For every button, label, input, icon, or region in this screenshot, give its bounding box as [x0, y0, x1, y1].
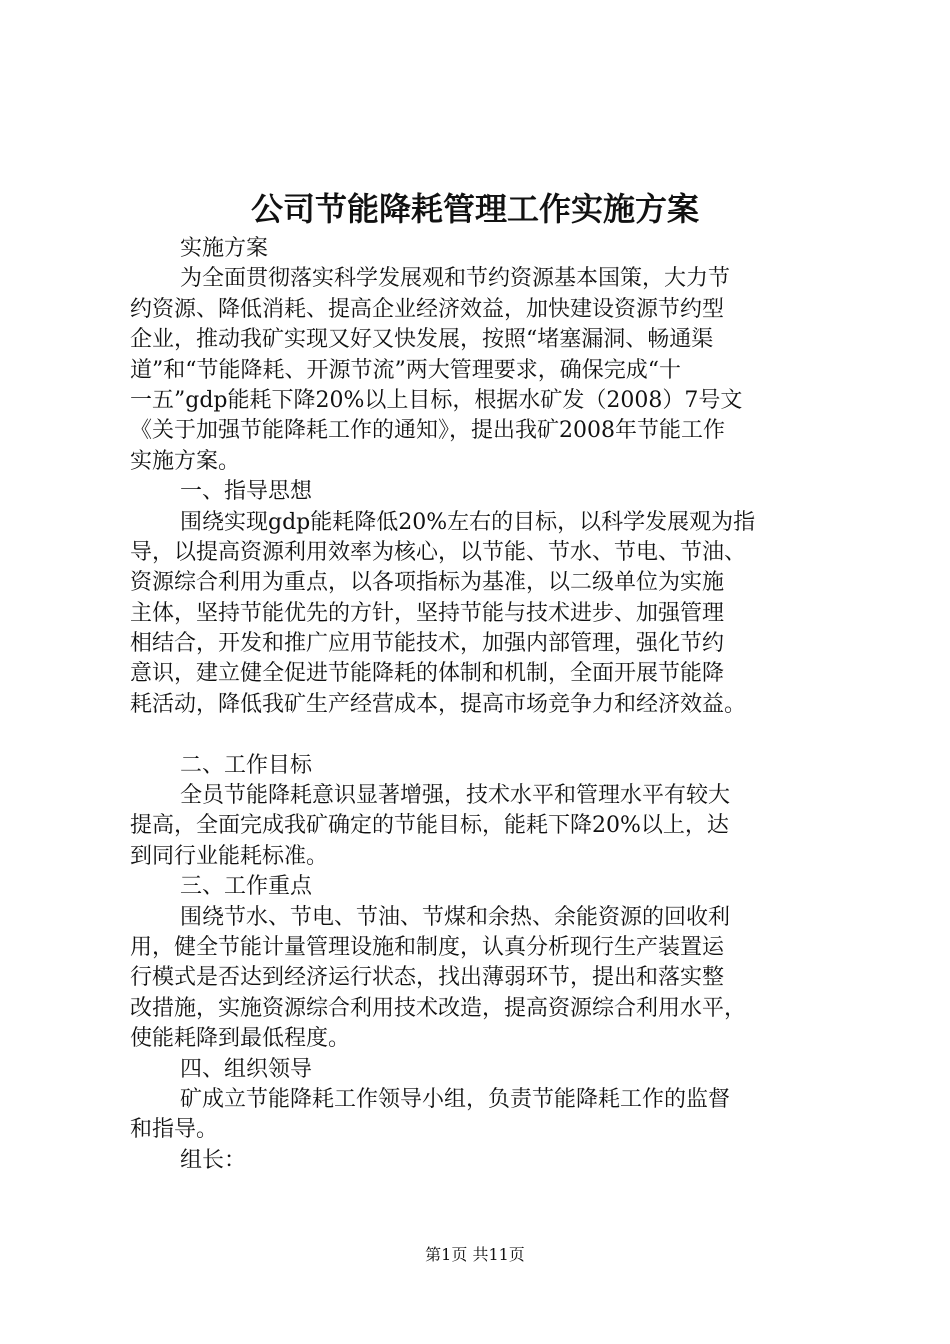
- paragraph-line: 约资源、降低消耗、提高企业经济效益，加快建设资源节约型: [130, 296, 725, 322]
- paragraph-line: 用，健全节能计量管理设施和制度，认真分析现行生产装置运: [130, 934, 725, 960]
- paragraph-line: 意识，建立健全促进节能降耗的体制和机制，全面开展节能降: [130, 661, 725, 687]
- document-body: [130, 234, 830, 1176]
- paragraph-line: 道”和“节能降耗、开源节流”两大管理要求，确保完成“十: [130, 357, 681, 383]
- paragraph-line: 和指导。: [130, 1117, 219, 1143]
- paragraph-line: 改措施，实施资源综合利用技术改造，提高资源综合利用水平，: [130, 995, 747, 1021]
- section-heading-implementation: 实施方案: [180, 236, 269, 261]
- document-title: 公司节能降耗管理工作实施方案: [250, 190, 699, 228]
- paragraph-line: 到同行业能耗标准。: [130, 843, 329, 869]
- paragraph-line: 矿成立节能降耗工作领导小组，负责节能降耗工作的监督: [180, 1086, 731, 1112]
- paragraph-line: 一五”gdp能耗下降20%以上目标，根据水矿发（2008）7号文: [130, 387, 743, 413]
- paragraph-line: 主体，坚持节能优先的方针，坚持节能与技术进步、加强管理: [130, 600, 725, 626]
- paragraph-line: 资源综合利用为重点，以各项指标为基准，以二级单位为实施: [130, 570, 725, 596]
- blank-line: [130, 720, 830, 750]
- paragraph-line: 耗活动，降低我矿生产经营成本，提高市场竞争力和经济效益。: [130, 691, 747, 717]
- paragraph-line: 全员节能降耗意识显著增强，技术水平和管理水平有较大: [180, 783, 731, 809]
- paragraph-line: 企业，推动我矿实现又好又快发展，按照“堵塞漏洞、畅通渠: [130, 327, 714, 353]
- paragraph-line: 行模式是否达到经济运行状态，找出薄弱环节，提出和落实整: [130, 965, 725, 991]
- paragraph-line: 提高，全面完成我矿确定的节能目标，能耗下降20%以上，达: [130, 813, 729, 839]
- section-heading-organization: 四、组织领导: [180, 1056, 313, 1082]
- section-heading-guiding-ideology: 一、指导思想: [180, 479, 313, 505]
- paragraph-line: 围绕实现gdp能耗降低20%左右的目标，以科学发展观为指: [180, 509, 756, 535]
- paragraph-line: 使能耗降到最低程度。: [130, 1026, 351, 1052]
- section-heading-work-focus: 三、工作重点: [180, 874, 313, 900]
- paragraph-line: 导，以提高资源利用效率为核心，以节能、节水、节电、节油、: [130, 539, 747, 565]
- paragraph-line: 围绕节水、节电、节油、节煤和余热、余能资源的回收利: [180, 904, 731, 930]
- paragraph-line: 实施方案。: [130, 448, 241, 474]
- paragraph-line: 相结合，开发和推广应用节能技术，加强内部管理，强化节约: [130, 631, 725, 657]
- paragraph-line: 为全面贯彻落实科学发展观和节约资源基本国策，大力节: [180, 266, 731, 292]
- section-heading-work-goals: 二、工作目标: [180, 752, 313, 778]
- page-number-footer: 第1页 共11页: [425, 1245, 525, 1264]
- team-leader-label: 组长：: [180, 1147, 247, 1173]
- paragraph-line: 《关于加强节能降耗工作的通知》，提出我矿2008年节能工作: [130, 418, 725, 444]
